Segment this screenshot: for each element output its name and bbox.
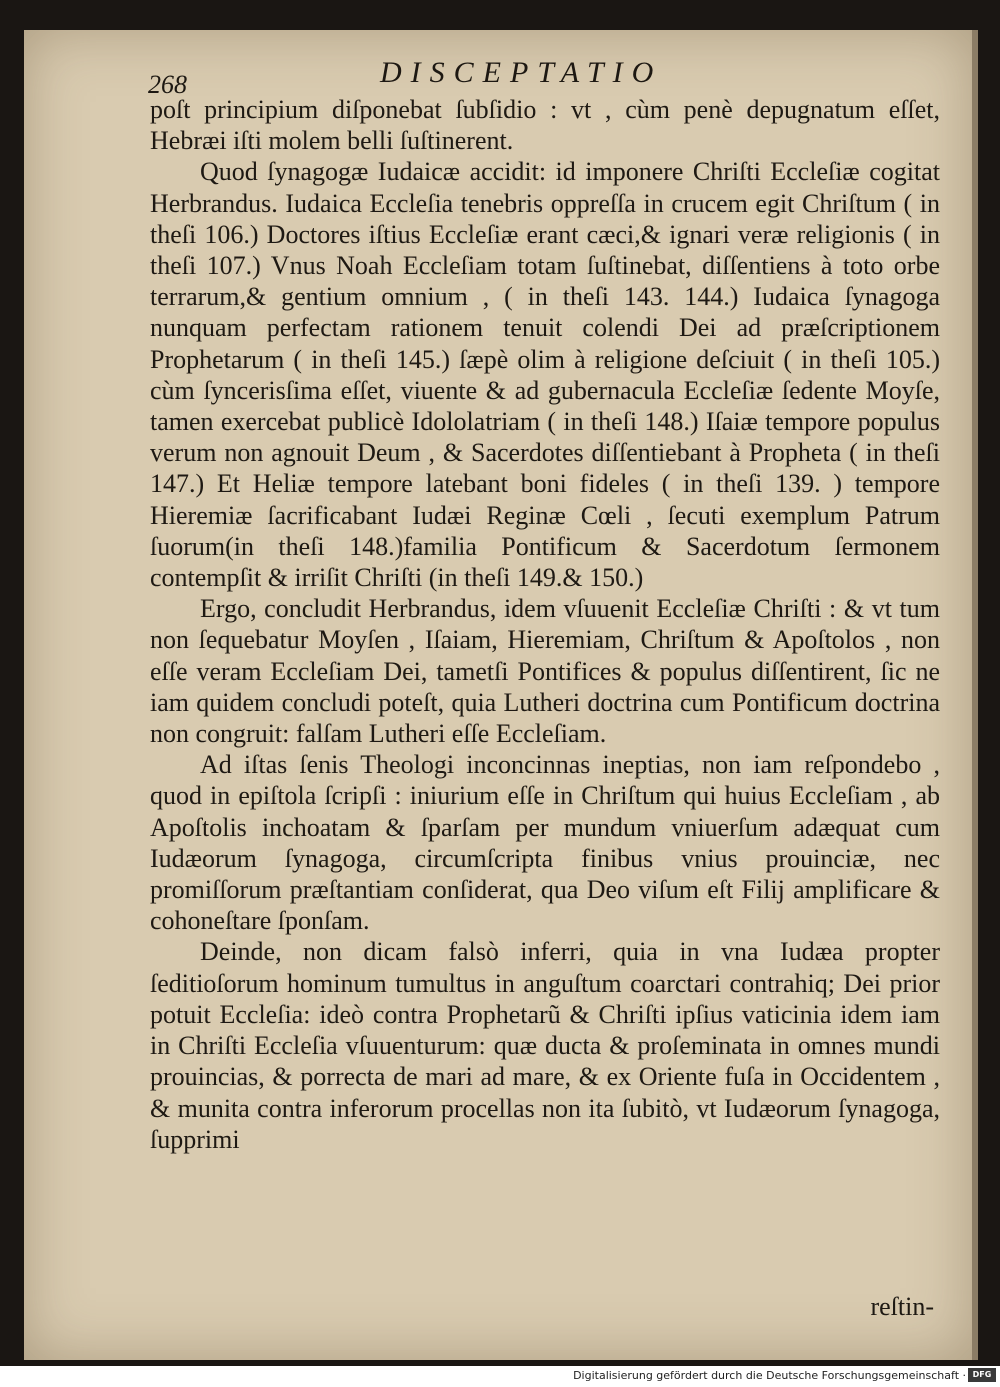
- footer-credit: Digitalisierung gefördert durch die Deutsche Forschungsgemeinschaft ·: [573, 1369, 966, 1382]
- paragraph-4: Ad iſtas ſenis Theologi inconcinnas ineptias, non iam reſpondebo , quod in epiſtola ſcripſi : iniurium eſſe in Chriſtum qui huius Eccleſiam , ab Apoſtolis inchoatam & ſparſam per mundum vniuerſum adæquat cum Iudæorum ſynagoga, circumſcripta finibus vnius prouinciæ, nec promiſſorum præſtantiam conſiderat, qua Deo viſum eſt Filij amplificare & cohoneſtare ſponſam.: [150, 750, 940, 936]
- paragraph-5: Deinde, non dicam falsò inferri, quia in vna Iudæa propter ſeditioſorum hominum tumultus in anguſtum coarctari contrahiq; Dei prior potuit Eccleſia: ideò contra Prophetarũ & Chriſti ipſius vaticinia idem iam in Chriſti Eccleſia vſuuenturum: quæ ducta & proſeminata in omnes mundi prouincias, & porrecta de mari ad mare, & ex Oriente fuſa in Occidentem , & munita contra inferorum procellas non ita ſubitò, vt Iudæorum ſynagoga, ſupprimi: [150, 937, 940, 1154]
- running-title: DISCEPTATIO: [380, 56, 663, 89]
- catchword: reſtin-: [870, 1292, 934, 1321]
- paragraph-1: poſt principium diſponebat ſubſidio : vt , cùm penè depugnatum eſſet, Hebræi iſti molem belli ſuſtinerent.: [150, 95, 940, 156]
- paragraph-2: Quod ſynagogæ Iudaicæ accidit: id imponere Chriſti Eccleſiæ cogitat Herbrandus. Iudaica Eccleſia tenebris oppreſſa in crucem egit Chriſtum ( in theſi 106.) Doctores iſtius Eccleſiæ erant cæci,& ignari veræ religionis ( in theſi 107.) Vnus Noah Eccleſiam totam ſuſtinebat, diſſentiens à toto orbe terrarum,& gentium omnium , ( in theſi 143. 144.) Iudaica ſynagoga nunquam perfectam rationem tenuit colendi Dei ad præſcriptionem Prophetarum ( in theſi 145.) ſæpè olim à religione deſciuit ( in theſi 105.) cùm ſyncerisſima eſſet, viuente & ad gubernacula Eccleſiæ ſedente Moyſe, tamen exercebat publicè Idololatriam ( in theſi 148.) Iſaiæ tempore populus verum non agnouit Deum , & Sacerdotes diſſentiebant à Propheta ( in theſi 147.) Et Heliæ tempore latebant boni fideles ( in theſi 139. ) tempore Hieremiæ ſacrificabant Iudæi Reginæ Cœli , ſecuti exemplum Patrum ſuorum(in theſi 148.)familia Pontificum & Sacerdotum ſermonem contempſit & irriſit Chriſti (in theſi 149.& 150.): [150, 157, 940, 593]
- paragraph-3: Ergo, concludit Herbrandus, idem vſuuenit Eccleſiæ Chriſti : & vt tum non ſequebatur Moyſen , Iſaiam, Hieremiam, Chriſtum & Apoſtolos , non eſſe veram Eccleſiam Dei, tametſi Pontifices & populus diſſentirent, ſic ne iam quidem concludi poteſt, quia Lutheri doctrina cum Pontificum doctrina non congruit: falſam Lutheri eſſe Eccleſiam.: [150, 594, 940, 749]
- page-edge: [972, 30, 978, 1360]
- page-number: 268: [148, 70, 187, 99]
- page-header: [148, 52, 938, 99]
- dfg-logo-icon: DFG: [968, 1368, 996, 1382]
- body-text: [150, 94, 940, 1155]
